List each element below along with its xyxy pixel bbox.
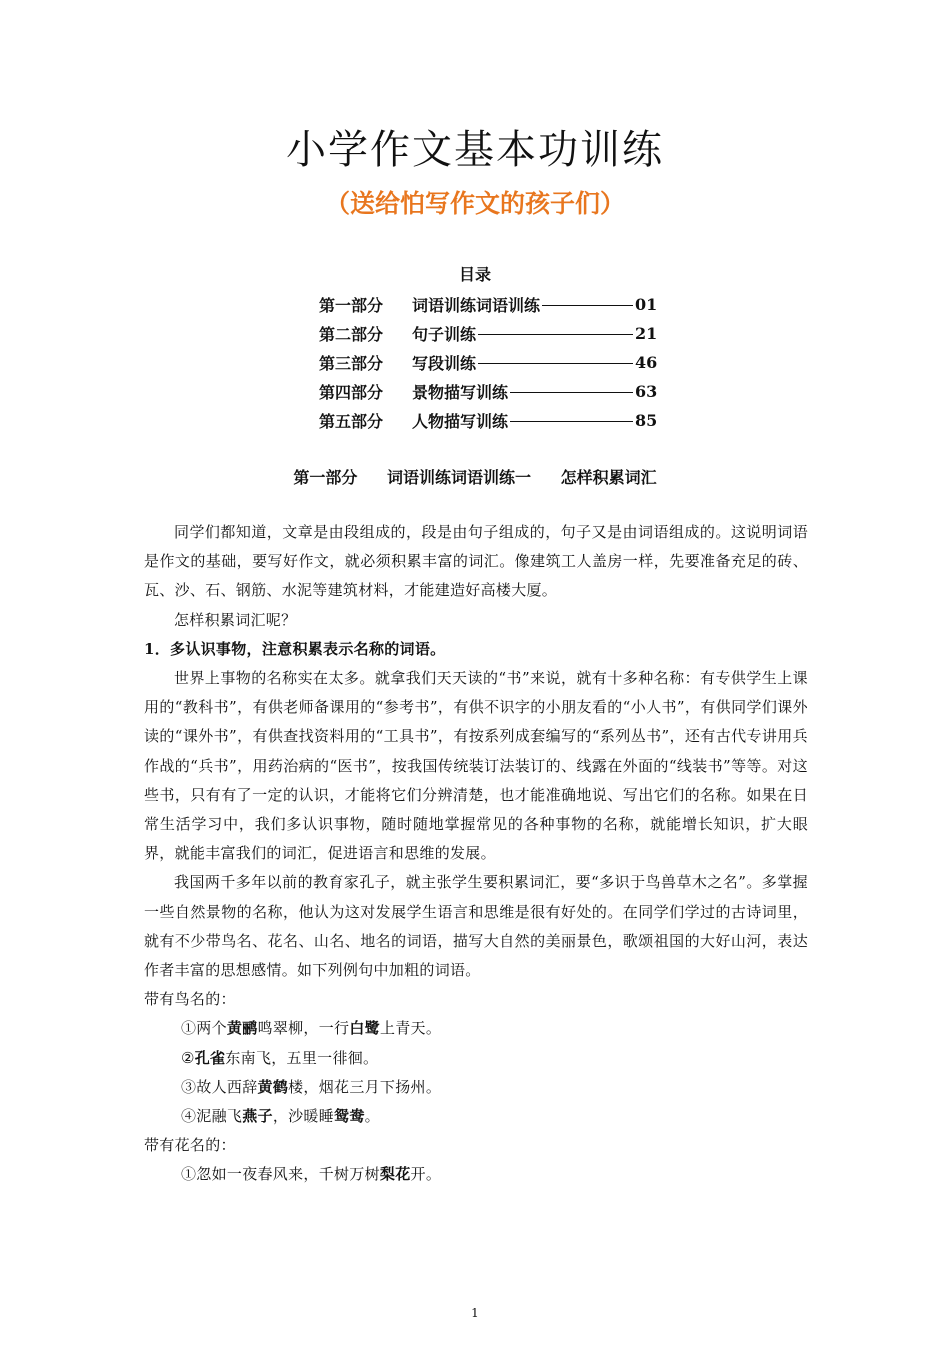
highlight-word: 黄鹂	[226, 1019, 258, 1038]
label-birds: 带有鸟名的：	[144, 990, 236, 1009]
toc-item[interactable]	[319, 290, 659, 319]
example-line: ①忽如一夜春风来，千树万树梨花开。	[181, 1165, 442, 1184]
toc-leader-line	[510, 392, 633, 393]
example-line: ④泥融飞燕子，沙暖睡鸳鸯。	[181, 1107, 380, 1126]
toc-item-part: 第二部分	[319, 325, 384, 344]
toc-item[interactable]	[319, 377, 659, 406]
toc-item-name: 词语训练词语训练	[412, 296, 541, 315]
highlight-word: 孔雀	[194, 1048, 226, 1067]
toc-item[interactable]	[319, 406, 659, 435]
toc-item-part: 第五部分	[319, 412, 384, 431]
toc-item-page: 85	[635, 411, 658, 430]
toc-item[interactable]	[319, 348, 659, 377]
paragraph-intro: 同学们都知道，文章是由段组成的，段是由句子组成的，句子又是由词语组成的。这说明词语是作文的基础，要写好作文，就必须积累丰富的词汇。像建筑工人盖房一样，先要准备充足的砖、瓦、沙、石、钢筋、水泥等建筑材料，才能建造好高楼大厦。	[144, 523, 808, 600]
toc-item-page: 21	[635, 324, 658, 343]
section-heading	[0, 465, 950, 488]
toc-leader-line	[542, 305, 633, 306]
document-title: 小学作文基本功训练	[286, 127, 664, 173]
table-of-contents	[319, 290, 659, 435]
section-part: 第一部分	[293, 468, 358, 487]
section-name: 词语训练词语训练一	[386, 468, 531, 487]
toc-item-name: 人物描写训练	[412, 412, 509, 431]
body-text	[144, 518, 808, 1190]
highlight-word: 梨花	[379, 1165, 411, 1184]
toc-item-part: 第四部分	[319, 383, 384, 402]
toc-item-page: 46	[635, 353, 658, 372]
section-topic: 怎样积累词汇	[560, 468, 657, 487]
toc-leader-line	[478, 334, 633, 335]
highlight-word: 黄鹤	[257, 1077, 289, 1096]
highlight-word: 燕子	[242, 1107, 273, 1126]
highlight-word: 鸳鸯	[334, 1107, 365, 1126]
toc-item-part: 第三部分	[319, 354, 384, 373]
toc-leader-line	[510, 421, 633, 422]
page-number: 1	[471, 1306, 479, 1320]
toc-item-name: 景物描写训练	[412, 383, 509, 402]
example-line: ②孔雀东南飞，五里一徘徊。	[181, 1048, 379, 1067]
toc-item[interactable]	[319, 319, 659, 348]
paragraph-books: 世界上事物的名称实在太多。就拿我们天天读的“书”来说，就有十多种名称：有专供学生上课用的“教科书”，有供老师备课用的“参考书”，有供不识字的小朋友看的“小人书”，有供同学们课外读的“课外书”，有供查找资料用的“工具书”，有按系列成套编写的“系列丛书”，还有古代专讲用兵作战的“兵书”，用药治病的“医书”，按我国传统装订法装订的、线露在外面的“线装书”等等。对这些书，只有有了一定的认识，才能将它们分辨清楚，也才能准确地说、写出它们的名称。如果在日常生活学习中，我们多认识事物，随时随地掌握常见的各种事物的名称，就能增长知识，扩大眼界，就能丰富我们的词汇，促进语言和思维的发展。	[144, 669, 808, 863]
subheading-names: 1．多认识事物，注意积累表示名称的词语。	[144, 639, 446, 658]
label-flowers: 带有花名的：	[144, 1136, 236, 1155]
toc-item-part: 第一部分	[319, 296, 384, 315]
document-subtitle: （送给怕写作文的孩子们）	[324, 189, 625, 218]
highlight-word: 白鹭	[349, 1019, 380, 1038]
toc-item-name: 写段训练	[412, 354, 477, 373]
toc-heading: 目录	[458, 265, 491, 284]
example-line: ③故人西辞黄鹤楼，烟花三月下扬州。	[181, 1077, 442, 1096]
toc-item-page: 01	[635, 295, 658, 314]
toc-leader-line	[478, 363, 633, 364]
toc-item-name: 句子训练	[412, 325, 477, 344]
example-line: ①两个黄鹂鸣翠柳，一行白鹭上青天。	[181, 1019, 442, 1038]
paragraph-question: 怎样积累词汇呢？	[174, 610, 297, 629]
paragraph-confucius: 我国两千多年以前的教育家孔子，就主张学生要积累词汇，要“多识于鸟兽草木之名”。多掌握一些自然景物的名称，他认为这对发展学生语言和思维是很有好处的。在同学们学过的古诗词里，就有不少带鸟名、花名、山名、地名的词语，描写大自然的美丽景色，歌颂祖国的大好山河，表达作者丰富的思想感情。如下列例句中加粗的词语。	[144, 873, 808, 980]
toc-item-page: 63	[635, 382, 658, 401]
